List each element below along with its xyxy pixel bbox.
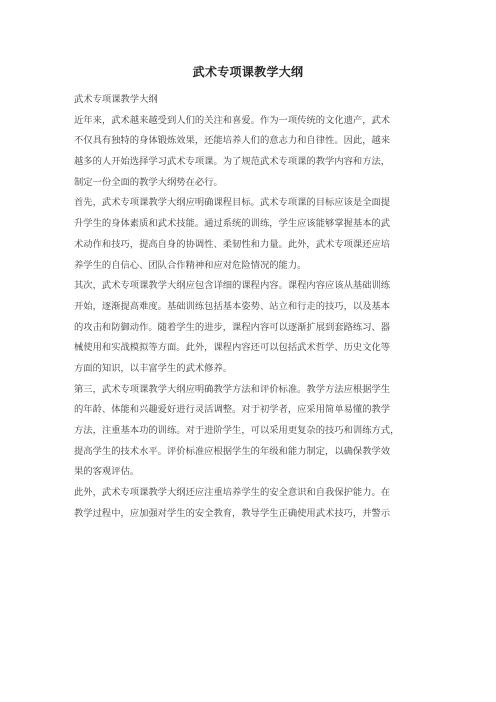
text-line: 方面的知识，以丰富学生的武术修养。 [74, 362, 233, 374]
text-line: 械使用和实战模拟等方面。此外，课程内容还可以包括武术哲学、历史文化等 [74, 342, 391, 354]
text-line: 术动作和技巧，提高自身的协调性、柔韧性和力量。此外，武术专项课还应培 [74, 238, 391, 250]
text-line: 的年龄、体能和兴趣爱好进行灵活调整。对于初学者，应采用简单易懂的教学 [74, 404, 391, 416]
text-line: 其次，武术专项课教学大纲应包含详细的课程内容。课程内容应该从基础训练 [74, 280, 391, 292]
text-line: 养学生的自信心、团队合作精神和应对危险情况的能力。 [74, 259, 307, 271]
document-body [74, 90, 434, 524]
text-line: 制定一份全面的教学大纲势在必行。 [74, 176, 223, 188]
text-line: 武术专项课教学大纲 [74, 94, 158, 105]
text-line: 果的客观评估。 [74, 466, 140, 478]
text-line: 近年来，武术越来越受到人们的关注和喜爱。作为一项传统的文化遗产，武术 [74, 114, 391, 126]
document-title: 武术专项课教学大纲 [192, 65, 304, 79]
text-line: 教学过程中，应加强对学生的安全教育，教导学生正确使用武术技巧，并警示 [74, 507, 391, 519]
text-line: 提高学生的技术水平。评价标准应根据学生的年级和能力制定，以确保教学效 [74, 445, 391, 457]
text-line: 不仅具有独特的身体锻炼效果，还能培养人们的意志力和自律性。因此，越来 [74, 135, 391, 147]
text-line: 此外，武术专项课教学大纲还应注重培养学生的安全意识和自我保护能力。在 [74, 487, 391, 499]
text-line: 越多的人开始选择学习武术专项课。为了规范武术专项课的教学内容和方法， [74, 156, 391, 168]
text-line: 首先，武术专项课教学大纲应明确课程目标。武术专项课的目标应该是全面提 [74, 197, 391, 209]
text-line: 第三，武术专项课教学大纲应明确教学方法和评价标准。教学方法应根据学生 [74, 383, 391, 395]
text-line: 升学生的身体素质和武术技能。通过系统的训练，学生应该能够掌握基本的武 [74, 218, 391, 230]
text-line: 的攻击和防御动作。随着学生的进步，课程内容可以逐渐扩展到套路练习、器 [74, 321, 391, 333]
text-line: 方法，注重基本功的训练。对于进阶学生，可以采用更复杂的技巧和训练方式， [74, 425, 400, 436]
text-line: 开始，逐渐提高难度。基础训练包括基本姿势、站立和行走的技巧，以及基本 [74, 300, 391, 312]
